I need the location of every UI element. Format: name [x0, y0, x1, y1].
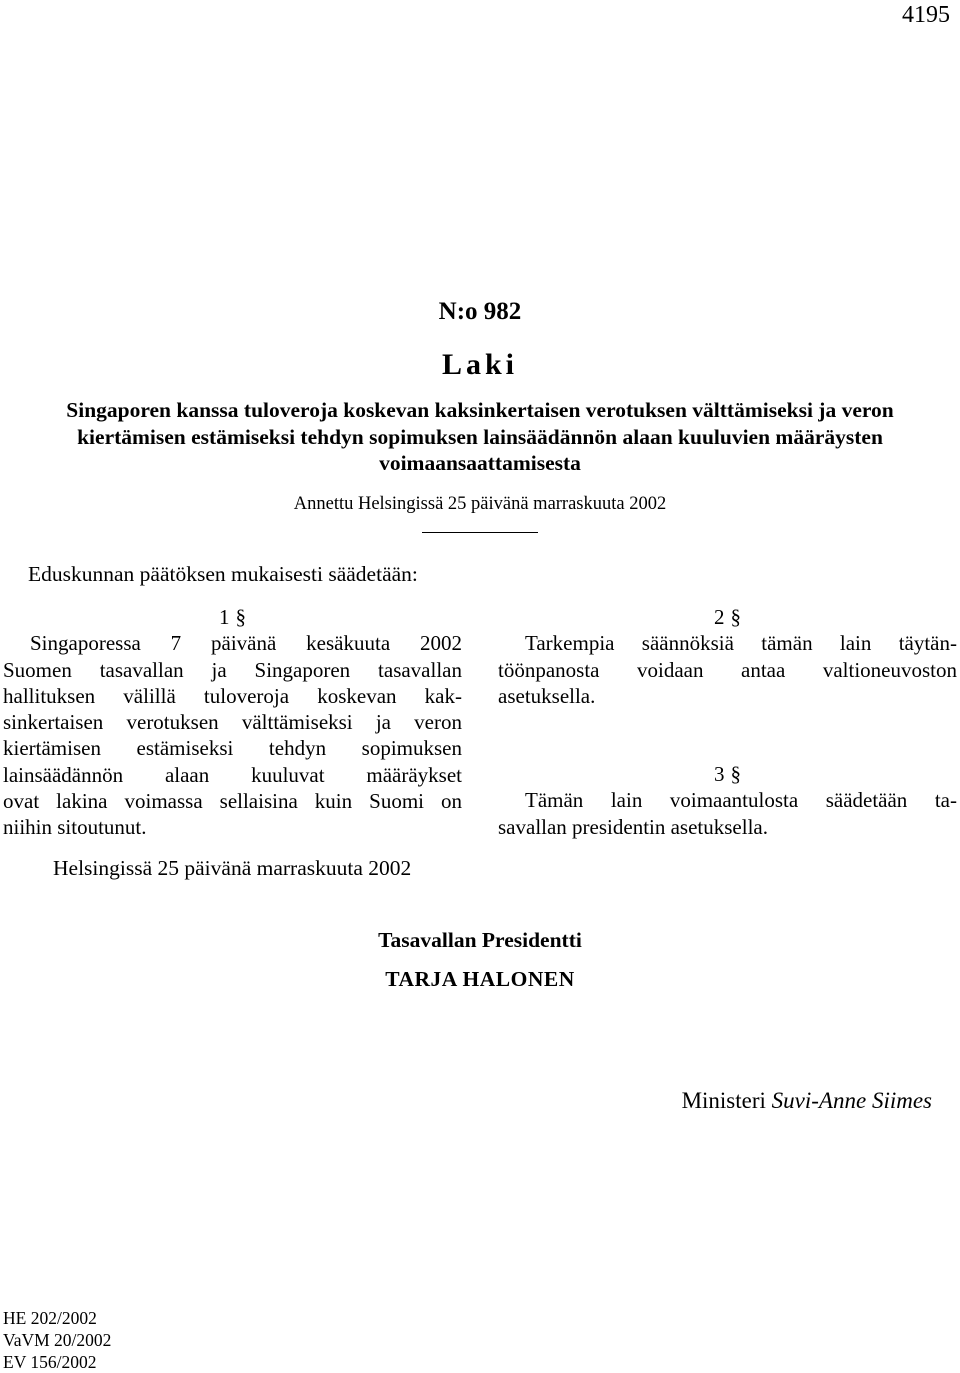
section-text-line: lainsäädännön alaan kuuluvat määräykset: [3, 762, 462, 787]
section-symbol: §: [730, 605, 741, 629]
section-text-line: Singaporessa 7 päivänä kesäkuuta 2002: [30, 631, 462, 656]
enactment-date: Annettu Helsingissä 25 päivänä marraskuuta 2002: [293, 494, 667, 514]
section-symbol: §: [730, 762, 741, 787]
section-text-line: kiertämisen estämiseksi tehdyn sopimuksen: [3, 736, 462, 761]
section-text-line: Tarkempia säännöksiä tämän lain täytän-: [525, 631, 957, 656]
document-references: [3, 1307, 111, 1373]
section-text: [498, 787, 957, 840]
section-text: [498, 630, 957, 709]
page-number: 4195: [902, 2, 950, 28]
reference-item: VaVM 20/2002: [3, 1330, 112, 1350]
divider-rule: [422, 532, 538, 533]
section-heading: [3, 604, 462, 630]
reference-item: EV 156/2002: [3, 1352, 97, 1372]
law-heading: Laki: [441, 348, 519, 381]
section-text-line: hallituksen välillä tuloveroja koskevan kak-: [3, 683, 462, 708]
section-symbol: §: [235, 605, 246, 629]
section-text-line: töönpanosta voidaan antaa valtioneuvoston: [498, 657, 957, 682]
preamble: Eduskunnan päätöksen mukaisesti säädetään:: [28, 562, 418, 586]
law-title-line: Singaporen kanssa tuloveroja koskevan kaksinkertaisen verotuksen välttämiseksi ja veron: [66, 398, 894, 422]
section-number: 3: [714, 762, 725, 787]
section-text-line: asetuksella.: [498, 683, 596, 708]
section-text-line: niihin sitoutunut.: [3, 815, 147, 840]
president-name: TARJA HALONEN: [385, 967, 575, 991]
president-title: Tasavallan Presidentti: [378, 928, 582, 952]
section-text-line: Suomen tasavallan ja Singaporen tasavallan: [3, 657, 462, 682]
section-number: 2: [714, 605, 725, 629]
right-column: [498, 604, 957, 840]
law-number: N:o 982: [438, 298, 522, 325]
signing-place-date: Helsingissä 25 päivänä marraskuuta 2002: [53, 856, 412, 880]
law-title-line: kiertämisen estämiseksi tehdyn sopimuksen lainsäädännön alaan kuuluvien määräysten: [77, 424, 883, 449]
minister-signature: [682, 1088, 932, 1114]
section-heading: [498, 604, 957, 630]
section-text-line: savallan presidentin asetuksella.: [498, 814, 768, 839]
minister-label: Ministeri: [681, 1088, 766, 1113]
minister-name: Suvi-Anne Siimes: [771, 1088, 932, 1113]
law-title-line: voimaansaattamisesta: [379, 451, 581, 475]
law-title: [0, 397, 960, 477]
section-heading: [498, 761, 957, 787]
section-text-line: Tämän lain voimaantulosta säädetään ta-: [525, 788, 957, 813]
section-number: 1: [219, 605, 230, 629]
left-column: [3, 604, 462, 841]
section-text: [3, 630, 462, 840]
section-text-line: sinkertaisen verotuksen välttämiseksi ja veron: [3, 710, 462, 735]
section-text-line: ovat lakina voimassa sellaisina kuin Suomi on: [3, 789, 462, 814]
reference-item: HE 202/2002: [3, 1308, 97, 1328]
